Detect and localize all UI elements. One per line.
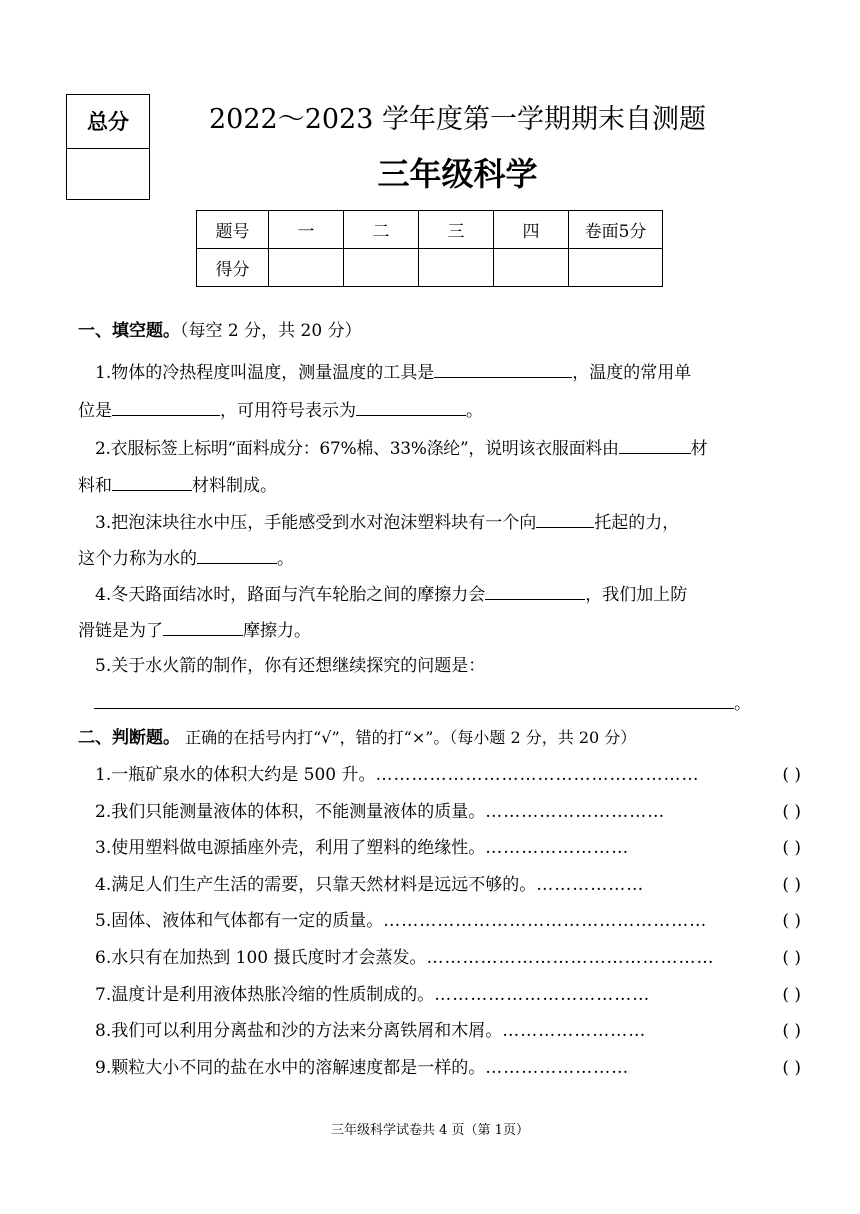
- grade-table-header-row: [197, 211, 663, 249]
- q1-blank-2[interactable]: [112, 397, 220, 416]
- q2-text-d: 材料制成。: [192, 476, 277, 496]
- q3-line2: [78, 545, 784, 571]
- q3-text-c: 这个力称为水的: [78, 549, 197, 569]
- tf-item-4-answer[interactable]: ( ): [782, 875, 801, 895]
- q3-blank-2[interactable]: [197, 545, 277, 564]
- q3-text-a: 3.把泡沫块往水中压，手能感受到水对泡沫塑料块有一个向: [95, 513, 537, 533]
- q2-blank-1[interactable]: [619, 435, 691, 454]
- q4-text-d: 摩擦力。: [243, 621, 311, 641]
- tf-item-8: [78, 1019, 801, 1043]
- grade-table-score-row: [197, 249, 663, 287]
- score-cell-3[interactable]: [419, 249, 494, 287]
- tf-item-4: [78, 873, 801, 897]
- section2-heading-line: [78, 726, 636, 750]
- tf-item-4-dots: ………………: [536, 875, 645, 895]
- grade-table-score-label: 得分: [197, 249, 269, 287]
- q4-line1: [78, 581, 801, 607]
- tf-item-5-answer[interactable]: ( ): [782, 911, 801, 931]
- q5-line1: [78, 654, 801, 678]
- q3-text-b: 托起的力，: [594, 513, 680, 533]
- q2-text-c: 料和: [78, 476, 112, 496]
- q4-line2: [78, 617, 784, 643]
- tf-item-2: [78, 800, 801, 824]
- tf-item-6-text: 6.水只有在加热到 100 摄氏度时才会蒸发。: [95, 948, 427, 968]
- grade-table-col-2: 二: [344, 211, 419, 249]
- q3-blank-1[interactable]: [536, 509, 594, 528]
- tf-item-1-dots: ………………………………………………: [375, 765, 700, 785]
- grade-table-col-5: 卷面5分: [569, 211, 663, 249]
- tf-item-6-answer[interactable]: ( ): [782, 948, 801, 968]
- q5-answer-blank[interactable]: [94, 690, 734, 709]
- tf-item-5-text: 5.固体、液体和气体都有一定的质量。: [95, 911, 384, 931]
- tf-item-8-text: 8.我们可以利用分离盐和沙的方法来分离铁屑和木屑。: [95, 1021, 503, 1041]
- q4-text-a: 4.冬天路面结冰时，路面与汽车轮胎之间的摩擦力会: [95, 585, 486, 605]
- q1-text-d: ，可用符号表示为: [220, 401, 356, 421]
- tf-item-3-text: 3.使用塑料做电源插座外壳，利用了塑料的绝缘性。: [95, 838, 486, 858]
- tf-item-2-text: 2.我们只能测量液体的体积，不能测量液体的质量。: [95, 802, 486, 822]
- q2-text-a: 2.衣服标签上标明“面料成分：67%棉、33%涤纶”，说明该衣服面料由: [95, 439, 619, 459]
- tf-item-8-dots: ……………………: [502, 1021, 647, 1041]
- tf-item-3-answer[interactable]: ( ): [782, 838, 801, 858]
- tf-item-7-text: 7.温度计是利用液体热胀冷缩的性质制成的。: [95, 985, 435, 1005]
- section1-note: （每空 2 分，共 20 分）: [180, 321, 362, 341]
- tf-item-1: [78, 763, 801, 787]
- section2-note: 正确的在括号内打“√”，错的打“×”。（每小题 2 分，共 20 分）: [180, 728, 637, 747]
- q2-text-b: 材: [690, 439, 708, 459]
- q3-line1: [78, 509, 801, 535]
- tf-item-7-answer[interactable]: ( ): [782, 985, 801, 1005]
- page-footer: 三年级科学试卷共 4 页（第 1页）: [331, 1123, 529, 1138]
- tf-item-6-dots: …………………………………………: [426, 948, 715, 968]
- tf-item-2-answer[interactable]: ( ): [782, 802, 801, 822]
- total-score-label: 总分: [67, 95, 149, 149]
- q5-text-a: 5.关于水火箭的制作，你有还想继续探究的问题是：: [95, 656, 486, 676]
- tf-item-1-text: 1.一瓶矿泉水的体积大约是 500 升。: [95, 765, 376, 785]
- total-score-box: [66, 94, 150, 200]
- tf-item-3-dots: ……………………: [485, 838, 630, 858]
- q1-blank-1[interactable]: [434, 359, 572, 378]
- grade-table-col-3: 三: [419, 211, 494, 249]
- q2-blank-2[interactable]: [112, 472, 192, 491]
- exam-title: 2022～2023 学年度第一学期期末自测题: [208, 104, 706, 135]
- q1-text-b: ，温度的常用单: [572, 363, 692, 383]
- q5-line2: [78, 690, 784, 716]
- exam-subtitle: 三年级科学: [377, 155, 538, 193]
- section2-heading: 二、判断题。: [78, 728, 180, 748]
- tf-item-3: [78, 836, 801, 860]
- q1-blank-3[interactable]: [356, 397, 466, 416]
- tf-item-8-answer[interactable]: ( ): [782, 1021, 801, 1041]
- tf-item-1-answer[interactable]: ( ): [782, 765, 801, 785]
- q4-blank-1[interactable]: [485, 581, 585, 600]
- tf-item-9-text: 9.颗粒大小不同的盐在水中的溶解速度都是一样的。: [95, 1058, 486, 1078]
- q1-text-e: 。: [466, 401, 483, 421]
- grade-table-row-header: 题号: [197, 211, 269, 249]
- q1-text-c: 位是: [78, 401, 112, 421]
- tf-item-7: [78, 983, 801, 1007]
- tf-item-2-dots: …………………………: [485, 802, 666, 822]
- q5-end: 。: [734, 694, 751, 714]
- q1-line1: [78, 359, 801, 385]
- q4-text-c: 滑链是为了: [78, 621, 163, 641]
- tf-item-9-answer[interactable]: ( ): [782, 1058, 801, 1078]
- grade-table: [196, 210, 663, 287]
- tf-item-9-dots: ……………………: [485, 1058, 630, 1078]
- q1-text-a: 1.物体的冷热程度叫温度，测量温度的工具是: [95, 363, 435, 383]
- tf-item-9: [78, 1056, 801, 1080]
- score-cell-4[interactable]: [494, 249, 569, 287]
- section1-heading-line: [78, 319, 362, 343]
- q4-blank-2[interactable]: [163, 617, 243, 636]
- score-cell-2[interactable]: [344, 249, 419, 287]
- tf-item-5: [78, 909, 801, 933]
- section1-heading: 一、填空题。: [78, 321, 180, 341]
- tf-item-7-dots: ………………………………: [434, 985, 651, 1005]
- grade-table-col-1: 一: [269, 211, 344, 249]
- grade-table-col-4: 四: [494, 211, 569, 249]
- tf-item-6: [78, 946, 801, 970]
- q2-line1: [78, 435, 801, 461]
- score-cell-1[interactable]: [269, 249, 344, 287]
- tf-item-5-dots: ………………………………………………: [383, 911, 708, 931]
- q3-text-d: 。: [277, 549, 294, 569]
- total-score-value-cell[interactable]: [67, 149, 149, 199]
- score-cell-5[interactable]: [569, 249, 663, 287]
- q1-line2: [78, 397, 784, 423]
- tf-item-4-text: 4.满足人们生产生活的需要，只靠天然材料是远远不够的。: [95, 875, 537, 895]
- q2-line2: [78, 472, 784, 498]
- q4-text-b: ，我们加上防: [585, 585, 688, 605]
